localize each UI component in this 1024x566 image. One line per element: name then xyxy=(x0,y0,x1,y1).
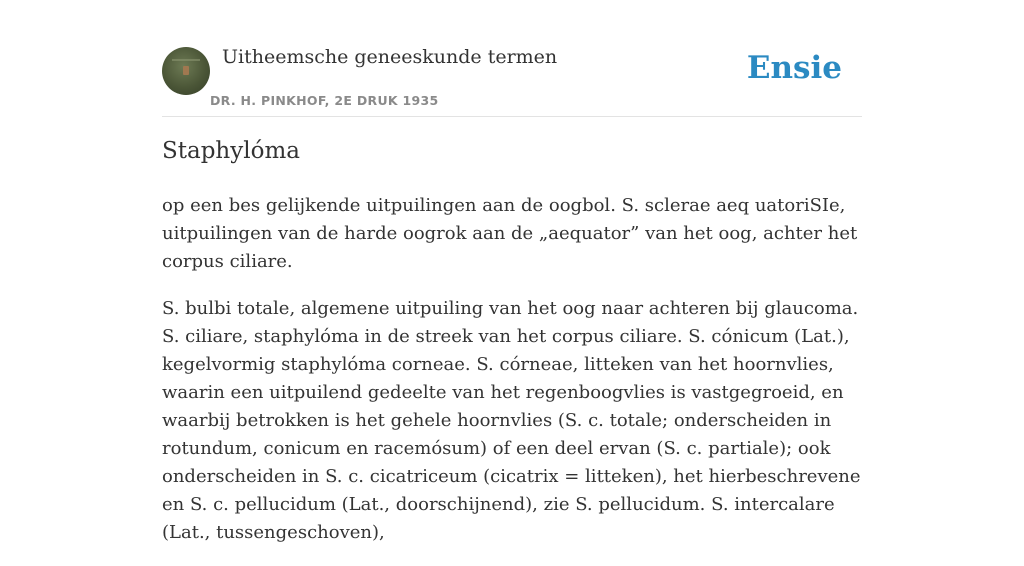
header xyxy=(162,44,862,117)
cover-emblem xyxy=(183,66,189,75)
cover-band xyxy=(172,59,200,61)
book-subtitle: DR. H. PINKHOF, 2E DRUK 1935 xyxy=(210,93,439,108)
entry-paragraph: S. bulbi totale, algemene uitpuiling van het oog naar achteren bij glaucoma. S. ciliare, staphylóma in de streek van het corpus ciliare. S. cónicum (Lat.), kegelvormig staphylóma corneae. S. córneae, litteken van het hoornvlies, waarin een uitpuilend gedeelte van het regenboogvlies is vastgegroeid, en waarbij betrokken is het gehele hoornvlies (S. c. totale; onderscheiden in rotundum, conicum en racemósum) of een deel ervan (S. c. partiale); ook onderscheiden in S. c. cicatriceum (cicatrix = litteken), het hierbeschrevene en S. c. pellucidum (Lat., doorschijnend), zie S. pellucidum. S. intercalare (Lat., tussengeschoven), xyxy=(162,298,861,543)
entry-term: Staphylóma xyxy=(162,138,300,164)
brand-logo[interactable]: Ensie xyxy=(746,50,842,86)
book-cover-avatar[interactable] xyxy=(162,47,210,95)
entry-content xyxy=(162,192,862,566)
book-title[interactable]: Uitheemsche geneeskunde termen xyxy=(222,46,558,68)
entry-paragraph: op een bes gelijkende uitpuilingen aan de oogbol. S. sclerae aeq uatoriSIe, uitpuilingen van de harde oogrok aan de „aequator” van het oog, achter het corpus ciliare. xyxy=(162,195,858,272)
